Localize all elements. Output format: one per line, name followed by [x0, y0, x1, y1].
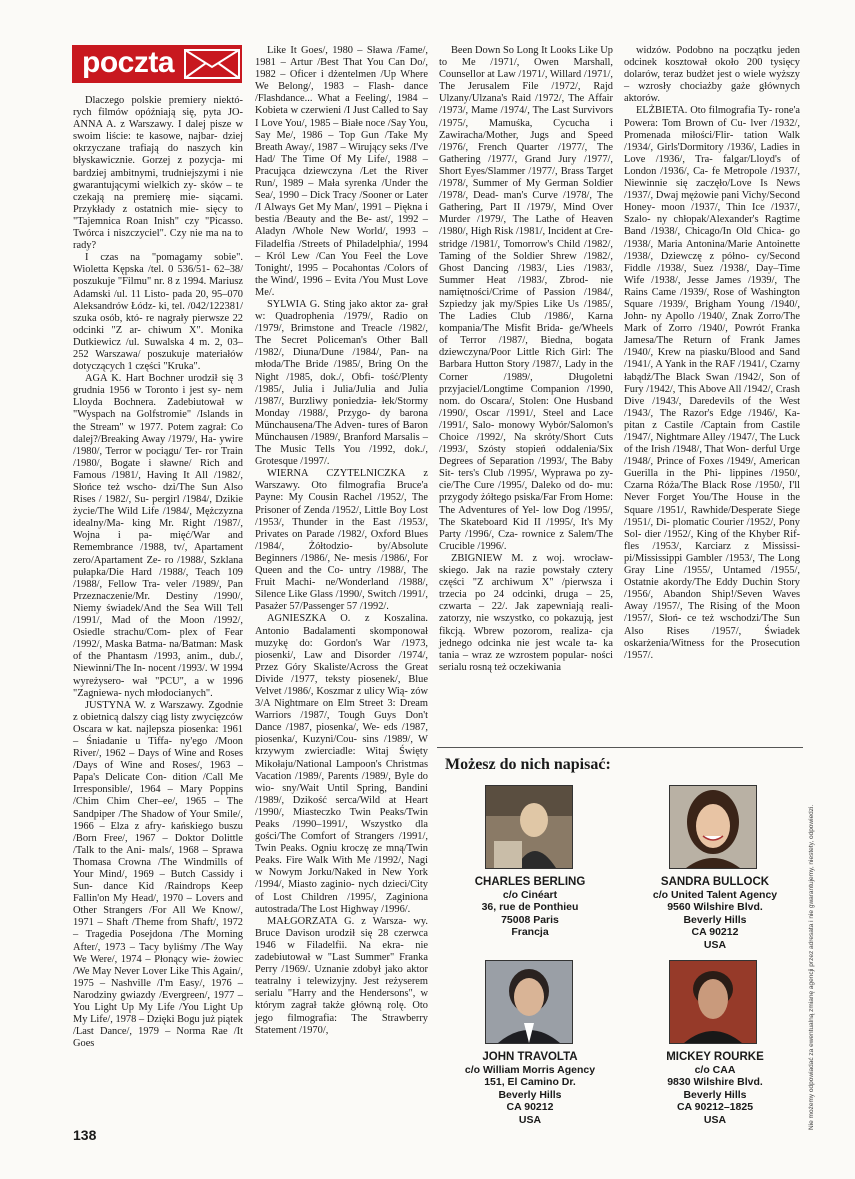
contact-line: 9830 Wilshire Blvd.: [667, 1076, 763, 1088]
contact-name: SANDRA BULLOCK: [660, 876, 770, 888]
contact-line: Beverly Hills: [498, 1088, 562, 1101]
contact-box-heading: Możesz do nich napisać:: [445, 756, 611, 773]
contact-line: c/o CAA: [694, 1063, 736, 1076]
contact-line: CA 90212: [506, 1101, 554, 1113]
contact-line: Beverly Hills: [683, 913, 747, 926]
paragraph: MAŁGORZATA G. z Warsza- wy. Bruce Davison urodził się 28 czerwca 1946 w Filadelfii. Na ekra- nie zadebiutował w "Last Summer" Franka Perry /1969/. Uznanie zdobył jako aktor teatralny i telewizyjny. Jest reżyserem serialu "Harry and the Hendersons", w którym zagrał także główną rolę. Oto jego filmografia: The Strawberry Statement /1970/,: [255, 915, 428, 1036]
text-column-1: [73, 95, 243, 1050]
paragraph: AGA K. Hart Bochner urodził się 3 grudnia 1956 w Toronto i jest sy- nem Lloyda Bochnera. Zadebiutował w "Wyspach na Golfstromie" /Islands in the Stream" w 1977. Potem zagrał: Co dalej?/Breaking Away /1979/, Ha- ywire /1980/, Terror w pociągu/ Ter- ror Train /1980/, Bogate i sławne/ Rich and Famous /1981/, Having It All /1982/, Słońce też wscho- dzi/The Sun Also Rises / 1982/, Su- pergirl /1984/, Dzikie życie/The Wild Life /1984/, Mężczyzna idealny/Ma- king Mr. Right /1987/, Wojna i pa- mięć/War and Remembrance /1988, tv/, Apartament zero/Apartament Ze- ro /1988/, Szklana pułapka/Die Hard /1988/, Teach 109 /1988/, Fellow Tra- veler /1989/, Pan Przeznaczenie/Mr. Destiny /1990/, Niemy świadek/And the Sea Will Tell /1991/, Mad of the Moon /1992/, Osiedle strachu/Com- plex of Fear /1992/, Maska Batma- na/Batman: Mask of the Phantasm /1993, anim., dub./, Niewinni/The In- nocent /1993/. W 1994 wyreżysero- wał "PCU", a w 1996 "Zagniewa- nych młodocianych".: [73, 373, 243, 699]
paragraph: ZBIGNIEW M. z woj. wrocław- skiego. Jak na razie powstały cztery części "Z archiwum X" /pierwsza i trzecia po 24 odcinki, druga – 25, czwarta – 22/. Jak zapewniają reali- zatorzy, nie wszystko, co pokazują, jest fikcją. Wbrew pozorom, realiza- cja jednego odcinka nie jest wcale ta- ka tania – wraz ze wzrostem popular- ności serialu rosną też oczekiwania: [439, 552, 613, 673]
contact-line: Beverly Hills: [683, 1088, 747, 1101]
contact-line: CA 90212–1825: [676, 1101, 754, 1113]
paragraph: Dlaczego polskie premiery niektó- rych filmów opóźniają się, pyta JO- ANNA A. z Warszawy. I dalej pisze w swoim liście: te kasowe, najbar- dziej okrzyczane trafiają do naszych kin błyskawicznie. Gorzej z pozycja- mi bardziej ambitnymi, trudniejszymi i nie gwarantującymi wielkich zy- sków – te czekają na premierę mie- siącami. Przykłady z ostatnich mie- sięcy to "Tajemnica Roan Inish" czy "Picasso. Twórca i niszczyciel". Czy nie ma na to rady?: [73, 95, 243, 252]
contact-charles-berling: [445, 876, 615, 939]
contact-line: USA: [703, 1113, 727, 1126]
contact-name: CHARLES BERLING: [474, 876, 586, 888]
sandra-bullock-photo: [669, 785, 757, 869]
contact-name: JOHN TRAVOLTA: [482, 1051, 578, 1063]
contact-line: 151, El Camino Dr.: [484, 1076, 576, 1088]
john-travolta-photo: [485, 960, 573, 1044]
paragraph: AGNIESZKA O. z Koszalina. Antonio Badalamenti skomponował muzykę do: Gordon's War /1973, piosenki/, Law and Disorder /1974/, Przez Góry Skaliste/Across the Great Divide /1977, teksty piosenek/, Blue Velvet /1986/, Koszmar z ulicy Wią- zów 3/A Nightmare on Elm Street 3: Dream Warriors /1987/, Tough Guys Don't Dance /1987, piosenka/, We- eds /1987, piosenka/, Kuzyni/Cou- sins /1989/, W krzywym zwierciadle: Witaj Święty Mikołaju/National Lampoon's Christmas Vacation /1989/, Parents /1989/, Byle do wio- sny/Wait Until Spring, Bandini /1989/, Dzikość serca/Wild at Heart /1990/, Miasteczko Twin Peaks/Twin Peaks /1990–1991/, Wszystko dla gości/The Comfort of Strangers /1991/, Twin Peaks. Ogniu kroczę ze mną/Twin Peaks. Fire Walk With Me /1992/, Nagi w Nowym Jorku/Naked in New York /1994/, Miasto zaginio- nych dzieci/City of Lost Children /1995/, Zaginiona autostrada/The Lost Highway /1996/.: [255, 613, 428, 915]
contact-line: 75008 Paris: [501, 913, 559, 926]
contact-mickey-rourke: [630, 1051, 800, 1126]
paragraph: Been Down So Long It Looks Like Up to Me /1971/, Owen Marshall, Counsellor at Law /1971/, Willard /1971/, The Jerusalem File /1972/, Rajd Ulzany/Ulzana's Raid /1972/, The Affair /1973/, Mame /1974/, The Last Survivors /1975/, Mamuśka, Cycucha i Zawiracha/Mother, Jugs and Speed /1976/, French Quarter /1977/, The Gathering /1977/, Grand Jury /1977/, Short Eyes/Slammer /1977/, Brass Target /1978/, Summer of My German Soldier /1978/, Dead- man's Curve /1978/, The Gathering, Part II /1979/, Mind Over Murder /1979/, The Lathe of Heaven /1980/, High Risk /1981/, Incident at Cre- stridge /1981/, Tomorrow's Child /1982/, Taming of the Soldier Shrew /1982/, Ghost Dancing /1983/, Lies /1983/, Summer Heat /1983/, Zbrod- nie namiętności/Crime of Passion /1984/, Szpiedzy jak my/Spies Like Us /1985/, The Ladies Club /1986/, Karna kompania/The Misfit Brida- ge/Wheels of Terror /1987/, Biedna, bogata dziewczyna/Poor Little Rich Girl: The Barbara Hutton Story /1987/, Lady in the Corner /1989/, Długoletni przyjaciel/Longtime Companion /1990, nom. do Oscara/, Stolen: One Husband /1990/, Oscar /1991/, Steel and Lace /1991/, Salo- monowy Wybór/Salomon's Choice /1992/, Na skróty/Short Cuts /1993/, Szósty stopień oddalenia/Six Degrees of Separation /1993/, The Baby Sit- ters's Club /1995/, Wyprawa po zy- cie/The Cure /1995/, Daleko od do- mu: przygody żółtego psiska/Far From Home: The Adventures of Yel- low Dog /1995/, The Skateboard Kid II /1995/, It's My Party /1996/, Cza- rownice z Salem/The Crucible /1996/.: [439, 45, 613, 552]
envelope-icon: [182, 47, 242, 81]
contact-name: MICKEY ROURKE: [666, 1051, 764, 1063]
mickey-rourke-photo: [669, 960, 757, 1044]
paragraph: ELŻBIETA. Oto filmografia Ty- rone'a Powera: Tom Brown of Cu- lver /1932/, Promenada miłości/Flir- tation Walk /1934/, Girls'Dormitory /1936/, Ladies in Love /1936/, Tra- falgar/Lloyd's of London /1936/, Ca- fe Metropole /1937/, Niewinnie się zaczęło/Love Is News /1937/, Dwaj mężowie pani Vichy/Second Honey- moon /1937/, Thin Ice /1937/, Szalo- ny chłopak/Alexander's Ragtime Band /1938/, Chicago/In Old Chica- go /1938/, Maria Antonina/Marie Antoinette /1938/, Dziewczę z półno- cy/Second Fiddle /1938/, Suez /1938/, Day–Time Wife /1938/, Jesse James /1939/, The Rains Came /1939/, Rose of Washington Square /1939/, Brigham Young /1940/, John- ny Apollo /1940/, Znak Zorro/The Mark of Zorro /1940/, Powrót Franka Jamesa/The Return of Frank James /1940/, Krew na piasku/Blood and Sand /1941/, A Yank in the RAF /1941/, Czarny łabądź/The Black Swan /1942/, Son of Fury /1942/, This Above All /1942/, Crash Dive /1943/, Daredevils of the West /1943/, The Razor's Edge /1946/, Ka- pitan z Castile /Captain from Castile /1947/, Nightmare Alley /1947/, The Luck of the Irish /1948/, That Won- derful Urge /1948/, Prince of Foxes /1949/, American Guerilla in the Phi- lippines /1950/, Czarna Róża/The Black Rose /1950/, I'll Never Forget You/The House in the Square /1951/, Rawhide/Desperate Siege /1951/, Di- plomatic Courier /1952/, Pony Sol- dier /1952/, King of the Khyber Rif- fles /1953/, Karciarz z Mississi- pi/Mississippi Gambler /1953/, The Long Gray Line /1955/, Untamed /1955/, Ostatnie akordy/The Eddy Duchin Story /1956/, Abandon Ship!/Seven Waves Away /1957/, The Rising of the Moon /1957/, Słoń- ce też wschodzi/The Sun Also Rises /1957/, Świadek oskarżenia/Witness for the Prosecution /1957/.: [624, 105, 800, 661]
contact-john-travolta: [445, 1051, 615, 1126]
contact-line: c/o Cinéart: [502, 888, 558, 901]
contact-line: c/o United Talent Agency: [652, 888, 778, 901]
contact-line: 36, rue de Ponthieu: [481, 901, 579, 913]
paragraph: SYLWIA G. Sting jako aktor za- grał w: Quadrophenia /1979/, Radio on /1979/, Brimstone and Treacle /1982/, The Secret Policeman's Other Ball /1982/, Diuna/Dune /1984/, Pan- na młoda/The Bride /1985/, Bring On the Night /1985, dok./, Obfi- tość/Plenty /1985/, Julia i Julia/Julia and Julia /1987/, Burzliwy poniedzia- łek/Stormy Monday /1988/, Przygo- dy barona Münchausena/The Adven- tures of Baron Münchausen /1989/, Branford Marsalis – The Music Tells You /1992, dok./, Grotesque /1997/.: [255, 298, 428, 468]
contact-line: USA: [703, 938, 727, 951]
text-column-2: [255, 45, 428, 1037]
contact-line: c/o William Morris Agency: [464, 1063, 596, 1076]
paragraph: Like It Goes/, 1980 – Sława /Fame/, 1981 – Artur /Best That You Can Do/, 1982 – Oficer i dżentelmen /Up Where We Belong/, 1983 – Flash- dance /Flashdance... What a Feeling/, 1984 – Kobieta w czerwieni /I Just Called to Say I Love You/, 1985 – Białe noce /Say You, Say Me/, 1986 – Top Gun /Take My Breath Away/, 1987 – Wirujący seks /I've Had/ The Time Of My Life/, 1988 – Pracująca dziewczyna /Let the River Run/, 1989 – Mała syrenka /Under the Sea/, 1990 – Dick Tracy /Sooner or Later /I Always Get My Man/, 1991 – Piękna i bestia /Beauty and the Be- ast/, 1992 – Aladyn /Whole New World/, 1993 – Filadelfia /Streets of Philadelphia/, 1994 – Król Lew /Can You Feel the Love Tonight/, 1995 – Pocahontas /Colors of the Wind/, 1996 – Evita /You Must Love Me/.: [255, 45, 428, 298]
contact-line: CA 90212: [691, 926, 739, 938]
paragraph: JUSTYNA W. z Warszawy. Zgodnie z obietnicą dalszy ciąg listy zwycięzców Oscara w kat. najlepsza piosenka: 1961 – Śniadanie u Tiffa- ny'ego /Moon River/, 1962 – Days of Wine and Roses /Days of Wine and Roses/, 1963 – Papa's Delicate Con- dition /Call Me Irresponsible/, 1964 – Mary Poppins /Chim Chim Cher–ee/, 1965 – The Sandpiper /The Shadow of Your Smile/, 1966 – Elza z afry- kańskiego buszu /Born Free/, 1967 – Doktor Dolittle /Talk to the Ani- mals/, 1968 – Sprawa Thomasa Crowna /The Windmills of Your Mind/, 1969 – Butch Cassidy i Sun- dance Kid /Raindrops Keep Fallin'on My Head/, 1970 – Lovers and Other Strangers /For All We Know/, 1971 – Shaft /Theme from Shaft/, 1972 – Tragedia Posejdona /The Morning After/, 1973 – Tacy byliśmy /The Way We Were/, 1974 – Płonący wie- żowiec /We May Never Lover Like This Again/, 1975 – Nashville /I'm Easy/, 1976 – Narodziny gwiazdy /Evergreen/, 1977 – You Light Up My Life /You Light Up My Life/, 1978 – Dzięki Bogu już piątek /Last Dance/, 1979 – Norma Rae /It Goes: [73, 699, 243, 1050]
contact-line: 9560 Wilshire Blvd.: [667, 901, 763, 913]
disclaimer-note: Nie możemy odpowiadać za ewentualną zmianę agencji przez adresata i nie gwarantujemy, niestety, odpowiedzi.: [808, 804, 815, 1130]
contact-sandra-bullock: [630, 876, 800, 951]
text-column-4: [624, 45, 800, 662]
page-number: 138: [73, 1127, 97, 1143]
text-column-3: [439, 45, 613, 674]
contact-line: USA: [518, 1113, 542, 1126]
paragraph: WIERNA CZYTELNICZKA z Warszawy. Oto filmografia Bruce'a Payne: My Cousin Rachel /1952/, The Prisoner of Zenda /1952/, Little Boy Lost /1953/, Thunder in the East /1953/, Privates on Parade /1982/, Oxford Blues /1984/, Żółtodzio- by/Absolute Beginners /1986/, Ne- mesis /1986/, For Queen and the Co- untry /1988/, The Fruit Machi- ne/Wonderland /1988/, Silence Like Glass /1990/, Switch /1991/, Pasażer 57/Passenger 57 /1992/.: [255, 468, 428, 613]
charles-berling-photo: [485, 785, 573, 869]
section-title: poczta: [82, 46, 175, 79]
contact-box: [437, 747, 803, 1133]
paragraph: I czas na "pomagamy sobie". Wioletta Kępska /tel. 0 536/51- 62–38/ poszukuje "Filmu" nr. 8 z 1994. Mariusz Adamski /ul. 11 Listo- pada 20, 95–070 Aleksandrów Łódz- ki, tel. /042/122381/ szuka osób, któ- re nagrały pierwsze 22 odcinki "Z ar- chiwum X". Monika Dutkiewicz /ul. Suwalska 4 m. 2, 03–252 Warszawa/ poszukuje materiałów dotyczących 1 części "Kruka".: [73, 252, 243, 373]
contact-line: Francja: [511, 926, 549, 938]
paragraph: widzów. Podobno na początku jeden odcinek kosztował około 200 tysięcy dolarów, teraz budżet jest o wiele wyższy – wzrosły chociażby gaże głównych aktorów.: [624, 45, 800, 105]
